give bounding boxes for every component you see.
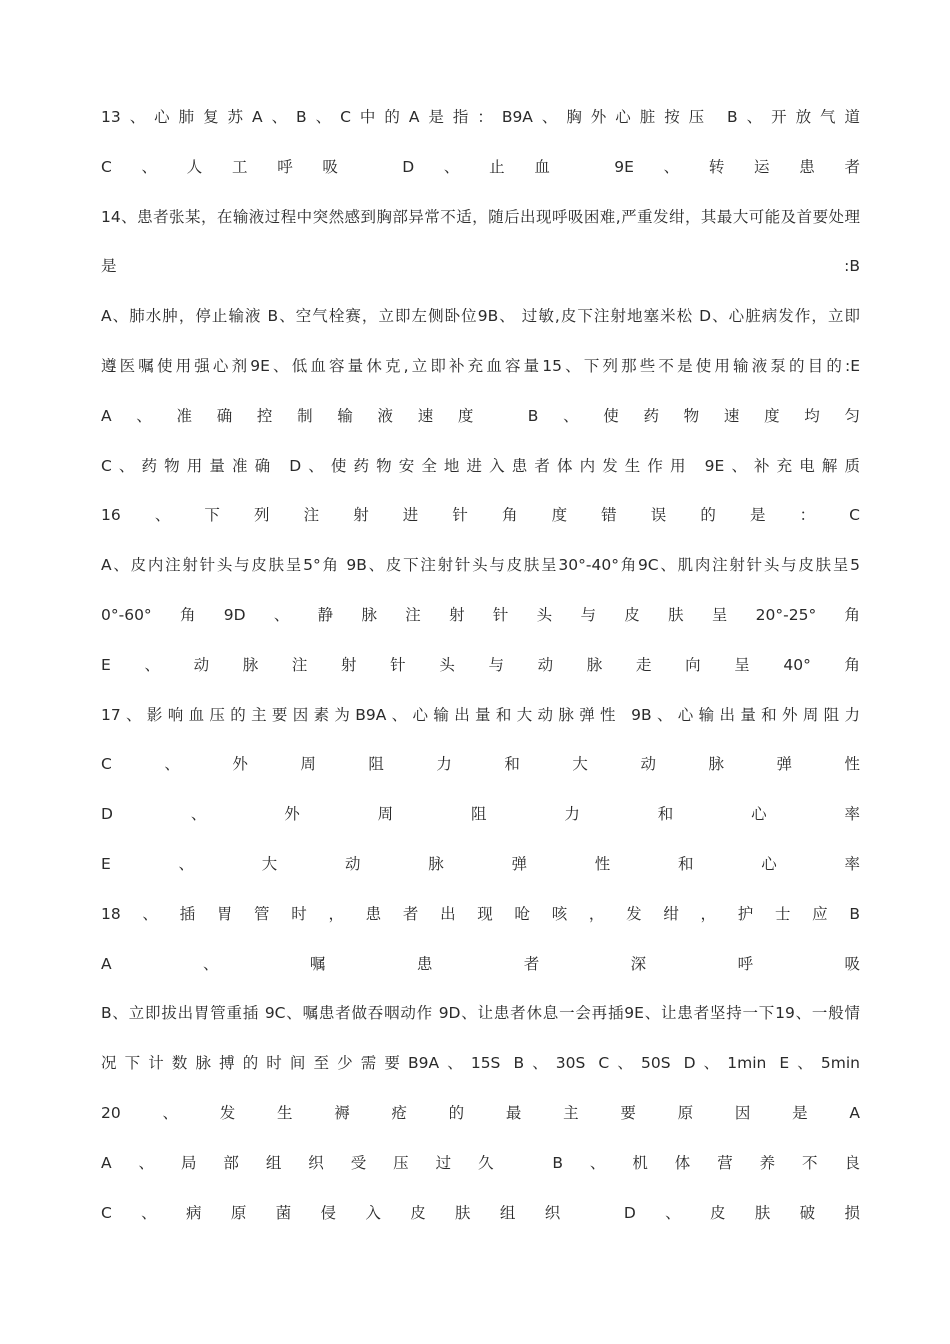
- text-line-q20b: A、局部组织受压过久 B、机体营养不良: [101, 1153, 860, 1172]
- text-line-q16a: 16、下列注射进针角度错误的是：C: [101, 506, 860, 525]
- text-line-q17b: C、外周阻力和大动脉弹性: [101, 755, 860, 774]
- text-line-q19: 况下计数脉搏的时间至少需要B9A、15S B、30S C、50S D、1min E、5min: [101, 1054, 860, 1073]
- text-line-q15a: 遵医嘱使用强心剂9E、低血容量休克,立即补充血容量15、下列那些不是使用输液泵的目的:E: [101, 356, 860, 375]
- text-line-q13b: C、人工呼吸 D、止血 9E、转运患者: [101, 157, 860, 176]
- text-line-q17d: E、大动脉弹性和心率: [101, 854, 860, 873]
- text-line-q20a: 20、发生褥疮的最主要原因是A: [101, 1103, 860, 1122]
- text-line-q15b: A、准确控制输液速度 B、使药物速度均匀: [101, 406, 860, 425]
- text-line-q13a: 13、心肺复苏A、B、C中的A是指：B9A、胸外心脏按压 B、开放气道: [101, 108, 860, 126]
- text-line-q14c: A、肺水肿，停止输液 B、空气栓赛，立即左侧卧位9B、 过敏,皮下注射地塞米松 D、心脏病发作，立即: [101, 307, 860, 326]
- text-line-q15c: C、药物用量准确 D、使药物安全地进入患者体内发生作用 9E、补充电解质: [101, 456, 860, 475]
- text-line-q18b: A、嘱患者深呼吸: [101, 954, 860, 973]
- text-line-q17a: 17、影响血压的主要因素为B9A、心输出量和大动脉弹性 9B、心输出量和外周阻力: [101, 705, 860, 724]
- text-line-q16c: 0°-60°角9D、静脉注射针头与皮肤呈20°-25°角: [101, 605, 860, 624]
- document-body: [101, 102, 860, 1247]
- text-line-q14b: 是 :B: [101, 257, 860, 276]
- text-line-q18a: 18、插胃管时，患者出现呛咳，发绀，护士应B: [101, 904, 860, 923]
- text-line-q20c: C、病原菌侵入皮肤组织 D、皮肤破损: [101, 1203, 860, 1222]
- text-line-q17c: D、外周阻力和心率: [101, 805, 860, 824]
- text-line-q18c: B、立即拔出胃管重插 9C、嘱患者做吞咽动作 9D、让患者休息一会再插9E、让患者坚持一下19、一般情: [101, 1004, 860, 1023]
- text-line-q14a: 14、患者张某，在输液过程中突然感到胸部异常不适，随后出现呼吸困难,严重发绀，其最大可能及首要处理: [101, 207, 860, 226]
- text-line-q16d: E、动脉注射针头与动脉走向呈40°角: [101, 655, 860, 674]
- text-line-q16b: A、皮内注射针头与皮肤呈5°角 9B、皮下注射针头与皮肤呈30°-40°角9C、肌肉注射针头与皮肤呈5: [101, 556, 860, 575]
